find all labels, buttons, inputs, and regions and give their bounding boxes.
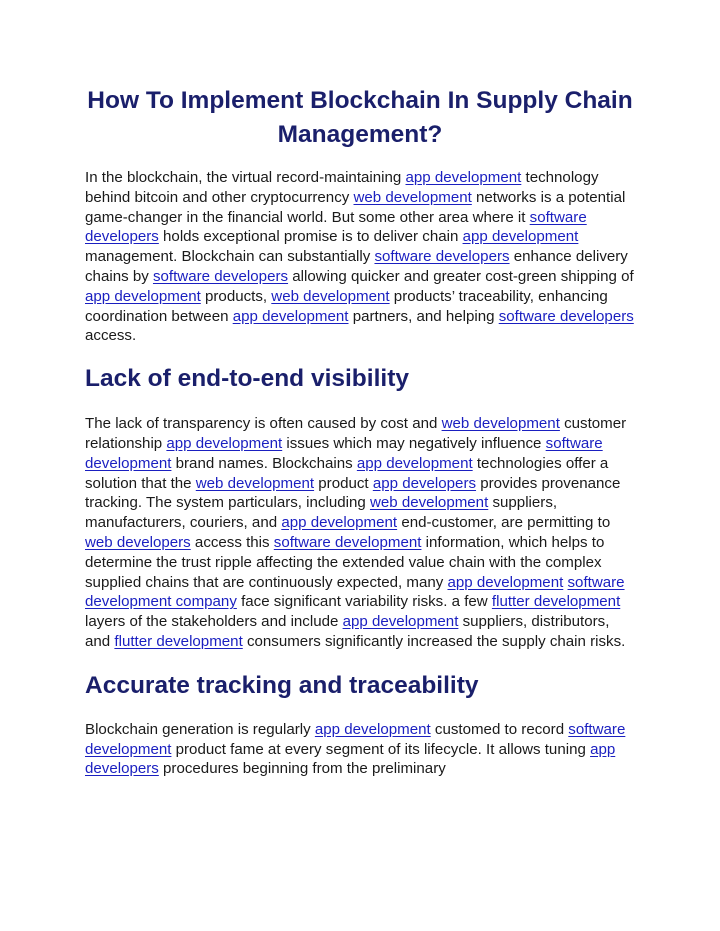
- inline-link[interactable]: app development: [447, 573, 564, 591]
- inline-link[interactable]: software development company: [85, 573, 625, 611]
- page-title: How To Implement Blockchain In Supply Chain Management?: [87, 87, 633, 148]
- body-text: allowing quicker and greater cost-green shipping of: [288, 267, 634, 285]
- inline-link[interactable]: web development: [369, 494, 489, 512]
- inline-link[interactable]: app development: [85, 287, 201, 305]
- inline-link[interactable]: app development: [232, 307, 349, 325]
- body-text: access this: [190, 533, 274, 551]
- body-text: Blockchain generation is regularly: [85, 720, 315, 738]
- document-page: [85, 0, 635, 779]
- visibility-paragraph: [85, 414, 635, 652]
- body-text: consumers significantly increased the supply chain risks.: [242, 632, 626, 650]
- inline-link[interactable]: app development: [342, 613, 459, 631]
- inline-link[interactable]: software developers: [498, 307, 634, 325]
- inline-link[interactable]: web development: [271, 287, 390, 305]
- inline-link[interactable]: app development: [356, 454, 473, 472]
- body-text: management. Blockchain can substantially: [85, 248, 375, 266]
- inline-link[interactable]: app development: [166, 434, 283, 452]
- intro-paragraph: [85, 168, 635, 346]
- body-text: customed to record: [430, 720, 569, 738]
- body-text: In the blockchain, the virtual record-maintaining: [85, 169, 406, 186]
- body-text: procedures beginning from the preliminary: [158, 760, 446, 778]
- body-text: technology behind bitcoin and other cryptocurrency: [85, 169, 599, 206]
- body-text: provides provenance tracking. The system particulars, including: [85, 474, 621, 512]
- body-text: brand names. Blockchains: [171, 454, 357, 472]
- inline-link[interactable]: software developers: [85, 208, 587, 246]
- inline-link[interactable]: web developers: [85, 533, 191, 551]
- inline-link[interactable]: app development: [281, 514, 398, 532]
- body-text: suppliers, manufacturers, couriers, and: [85, 494, 558, 532]
- body-text: enhance delivery chains by: [85, 248, 628, 285]
- body-text: end-customer, are permitting to: [397, 514, 611, 532]
- inline-link[interactable]: app development: [462, 228, 579, 246]
- inline-link[interactable]: software development: [85, 720, 626, 758]
- body-text: products,: [200, 287, 272, 305]
- body-text: product: [314, 474, 373, 492]
- inline-link[interactable]: app development: [405, 169, 522, 186]
- section-heading-tracking: Accurate tracking and traceability: [85, 671, 479, 699]
- body-text: layers of the stakeholders and include: [85, 613, 343, 631]
- section-heading-visibility: Lack of end-to-end visibility: [85, 365, 409, 393]
- body-text: information, which helps to determine the trust ripple affecting the extended value chain with the complex supplied chains that are continuously expected, many: [85, 533, 605, 591]
- inline-link[interactable]: web development: [441, 415, 560, 433]
- body-text: partners, and helping: [348, 307, 499, 325]
- inline-link[interactable]: software development: [85, 434, 603, 472]
- body-text: product fame at every segment of its lifecycle. It allows tuning: [171, 740, 591, 758]
- inline-link[interactable]: software development: [273, 533, 422, 551]
- body-text: products’ traceability, enhancing coordination between: [85, 287, 608, 325]
- inline-link[interactable]: app development: [314, 720, 431, 738]
- body-text: networks is a potential game-changer in the financial world. But some other area where it: [85, 188, 626, 226]
- body-text: access.: [85, 327, 137, 345]
- tracking-paragraph: [85, 720, 635, 779]
- inline-link[interactable]: flutter development: [114, 632, 243, 650]
- inline-link[interactable]: flutter development: [491, 593, 621, 611]
- body-text: The lack of transparency is often caused by cost and: [85, 415, 442, 433]
- body-text: suppliers, distributors, and: [85, 613, 610, 650]
- inline-link[interactable]: web development: [353, 188, 472, 206]
- body-text: holds exceptional promise is to deliver chain: [158, 228, 463, 246]
- inline-link[interactable]: app developers: [372, 474, 477, 492]
- body-text: customer relationship: [85, 415, 627, 452]
- inline-link[interactable]: software developers: [152, 267, 289, 285]
- inline-link[interactable]: software developers: [374, 248, 510, 266]
- body-text: issues which may negatively influence: [282, 434, 546, 452]
- body-text: face significant variability risks. a few: [236, 593, 492, 611]
- body-text: technologies offer a solution that the: [85, 454, 609, 492]
- inline-link[interactable]: web development: [195, 474, 315, 492]
- inline-link[interactable]: app developers: [85, 740, 616, 778]
